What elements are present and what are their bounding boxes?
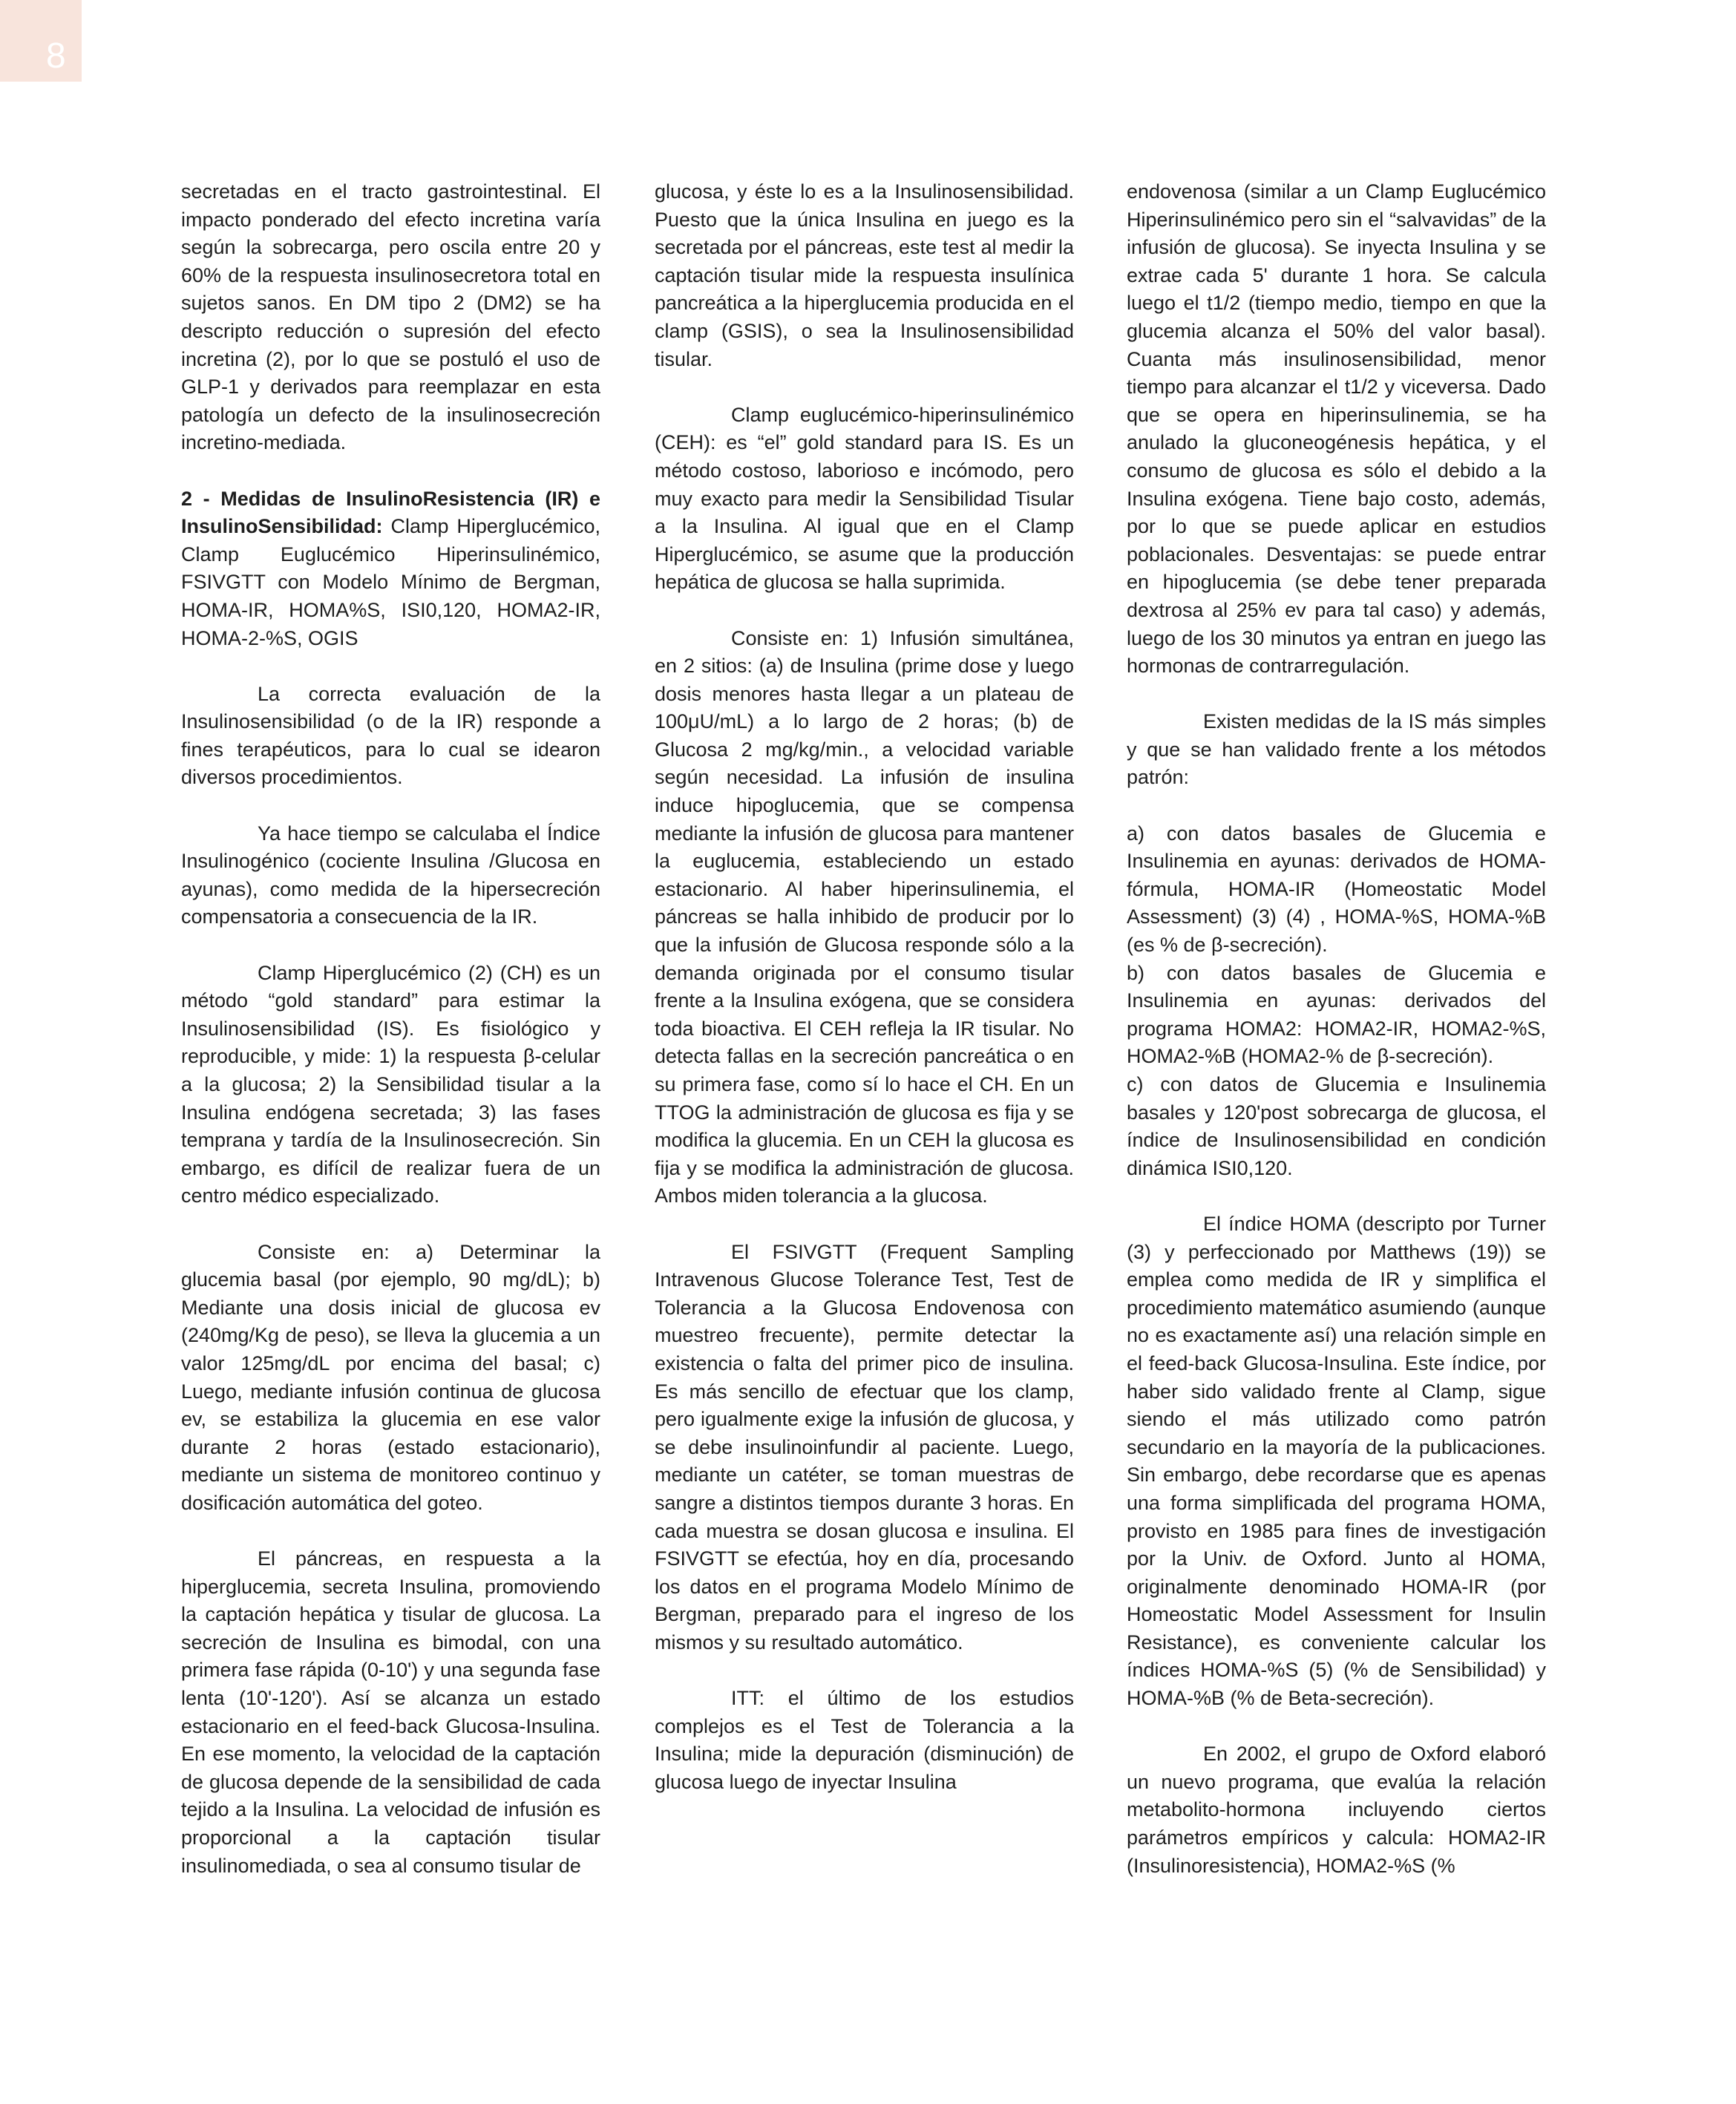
list-item: a) con datos basales de Glucemia e Insulinemia en ayunas: derivados de HOMA-fórmula, HOMA-IR (Homeostatic Model Assessment) (3) (4) , HOMA-%S, HOMA-%B (es % de β-secreción). — [1127, 822, 1546, 957]
paragraph: glucosa, y éste lo es a la Insulinosensibilidad. Puesto que la única Insulina en juego es la secretada por el páncreas, este test al medir la captación tisular mide la respuesta insulínica pancreática a la hiperglucemia producida en el clamp (GSIS), o sea la Insulinosensibilidad tisular. — [655, 180, 1074, 370]
text-column-3 — [1127, 178, 1546, 1908]
paragraph: En 2002, el grupo de Oxford elaboró un nuevo programa, que evalúa la relación metabolito-hormona incluyendo ciertos parámetros empíricos y calcula: HOMA2-IR (Insulinoresistencia), HOMA2-%S (% — [1127, 1743, 1546, 1877]
paragraph: La correcta evaluación de la Insulinosensibilidad (o de la IR) responde a fines terapéuticos, para lo cual se idearon diversos procedimientos. — [181, 682, 600, 789]
paragraph: Consiste en: a) Determinar la glucemia basal (por ejemplo, 90 mg/dL); b) Mediante una dosis inicial de glucosa ev (240mg/Kg de peso), se lleva la glucemia a un valor 125mg/dL por encima del basal; c) Luego, mediante infusión continua de glucosa ev, se estabiliza la glucemia en ese valor durante 2 horas (estado estacionario), mediante un sistema de monitoreo continuo y dosificación automática del goteo. — [181, 1240, 600, 1514]
paragraph: ITT: el último de los estudios complejos es el Test de Tolerancia a la Insulina; mide la depuración (disminución) de glucosa luego de inyectar Insulina — [655, 1687, 1074, 1793]
section-2-text: Clamp Hiperglucémico, Clamp Euglucémico Hiperinsulinémico, FSIVGTT con Modelo Mínimo de Bergman, HOMA-IR, HOMA%S, ISI0,120, HOMA2-IR, HOMA-2-%S, OGIS — [181, 515, 600, 649]
text-column-2 — [655, 178, 1074, 1824]
list-item: c) con datos de Glucemia e Insulinemia basales y 120'post sobrecarga de glucosa, el índice de Insulinosensibilidad en condición dinámica ISI0,120. — [1127, 1073, 1546, 1179]
paragraph: Ya hace tiempo se calculaba el Índice Insulinogénico (cociente Insulina /Glucosa en ayunas), como medida de la hipersecreción compensatoria a consecuencia de la IR. — [181, 822, 600, 928]
section-2-heading: 2 - Medidas de InsulinoResistencia (IR) e InsulinoSensibilidad: — [181, 487, 600, 538]
paragraph: Clamp Hiperglucémico (2) (CH) es un método “gold standard” para estimar la Insulinosensibilidad (IS). Es fisiológico y reproducible, y mide: 1) la respuesta β-celular a la glucosa; 2) la Sensibilidad tisular a la Insulina endógena secretada; 3) las fases temprana y tardía de la Insulinosecreción. Sin embargo, es difícil de realizar fuera de un centro médico especializado. — [181, 961, 600, 1207]
paragraph: El índice HOMA (descripto por Turner (3) y perfeccionado por Matthews (19)) se emplea como medida de IR y simplifica el procedimiento matemático asumiendo (aunque no es exactamente así) una relación simple en el feed-back Glucosa-Insulina. Este índice, por haber sido validado frente al Clamp, sigue siendo el más utilizado como patrón secundario en la mayoría de la publicaciones. Sin embargo, debe recordarse que es apenas una forma simplificada del programa HOMA, provisto en 1985 para fines de investigación por la Univ. de Oxford. Junto al HOMA, originalmente denominado HOMA-IR (por Homeostatic Model Assessment for Insulin Resistance), es conveniente calcular los índices HOMA-%S (5) (% de Sensibilidad) y HOMA-%B (% de Beta-secreción). — [1127, 1212, 1546, 1710]
paragraph: secretadas en el tracto gastrointestinal. El impacto ponderado del efecto incretina varía según la sobrecarga, pero oscila entre 20 y 60% de la respuesta insulinosecretora total en sujetos sanos. En DM tipo 2 (DM2) se ha descripto reducción o supresión del efecto incretina (2), por lo que se postuló el uso de GLP-1 y derivados para reemplazar en esta patología un defecto de la insulinosecreción incretino-mediada. — [181, 180, 600, 454]
paragraph: endovenosa (similar a un Clamp Euglucémico Hiperinsulinémico pero sin el “salvavidas” de la infusión de glucosa). Se inyecta Insulina y se extrae cada 5' durante 1 hora. Se calcula luego el t1/2 (tiempo medio, tiempo en que la glucemia alcanza el 50% del valor basal). Cuanta más insulinosensibilidad, menor tiempo para alcanzar el t1/2 y viceversa. Dado que se opera en hiperinsulinemia, se ha anulado la gluconeogénesis hepática, y el consumo de glucosa es sólo el debido a la Insulina exógena. Tiene bajo costo, además, por lo que se puede aplicar en estudios poblacionales. Desventajas: se puede entrar en hipoglucemia (se debe tener preparada dextrosa al 25% ev para tal caso) y además, luego de los 30 minutos ya entran en juego las hormonas de contrarregulación. — [1127, 180, 1546, 678]
list-item: b) con datos basales de Glucemia e Insulinemia en ayunas: derivados del programa HOMA2: HOMA2-IR, HOMA2-%S, HOMA2-%B (HOMA2-% de β-secreción). — [1127, 961, 1546, 1068]
paragraph: Existen medidas de la IS más simples y que se han validado frente a los métodos patrón: — [1127, 710, 1546, 789]
text-column-1 — [181, 178, 600, 1908]
paragraph: El FSIVGTT (Frequent Sampling Intravenous Glucose Tolerance Test, Test de Tolerancia a la Glucosa Endovenosa con muestreo frecuente), permite detectar la existencia o falta del primer pico de insulina. Es más sencillo de efectuar que los clamp, pero igualmente exige la infusión de glucosa, y se debe insulinoinfundir al paciente. Luego, mediante un catéter, se toman muestras de sangre a distintos tiempos durante 3 horas. En cada muestra se dosan glucosa e insulina. El FSIVGTT se efectúa, hoy en día, procesando los datos en el programa Modelo Mínimo de Bergman, preparado para el ingreso de los mismos y su resultado automático. — [655, 1240, 1074, 1654]
page-number-tab — [0, 0, 82, 82]
paragraph: Clamp euglucémico-hiperinsulinémico (CEH): es “el” gold standard para IS. Es un método costoso, laborioso e incómodo, pero muy exacto para medir la Sensibilidad Tisular a la Insulina. Al igual que en el Clamp Hiperglucémico, se asume que la producción hepática de glucosa se halla suprimida. — [655, 403, 1074, 594]
page-number: 8 — [46, 36, 66, 76]
section-2-paragraph — [181, 485, 600, 653]
paragraph: Consiste en: 1) Infusión simultánea, en 2 sitios: (a) de Insulina (prime dose y luego dosis menores hasta llegar a un plateau de 100μU/mL) a lo largo de 2 horas; (b) de Glucosa 2 mg/kg/min., a velocidad variable según necesidad. La infusión de insulina induce hipoglucemia, que se compensa mediante la infusión de glucosa para mantener la euglucemia, estableciendo un estado estacionario. Al haber hiperinsulinemia, el páncreas se halla inhibido de producir por lo que la infusión de Glucosa responde sólo a la demanda originada por el consumo tisular frente a la Insulina exógena, que se considera toda bioactiva. El CEH refleja la IR tisular. No detecta fallas en la secreción pancreática o en su primera fase, como sí lo hace el CH. En un TTOG la administración de glucosa es fija y se modifica la glucemia. En un CEH la glucosa es fija y se modifica la administración de glucosa. Ambos miden tolerancia a la glucosa. — [655, 626, 1074, 1207]
paragraph: El páncreas, en respuesta a la hiperglucemia, secreta Insulina, promoviendo la captación hepática y tisular de glucosa. La secreción de Insulina es bimodal, con una primera fase rápida (0-10') y una segunda fase lenta (10'-120'). Así se alcanza un estado estacionario en el feed-back Glucosa-Insulina. En ese momento, la velocidad de la captación de glucosa depende de la sensibilidad de cada tejido a la Insulina. La velocidad de infusión es proporcional a la captación tisular insulinomediada, o sea al consumo tisular de — [181, 1547, 600, 1877]
